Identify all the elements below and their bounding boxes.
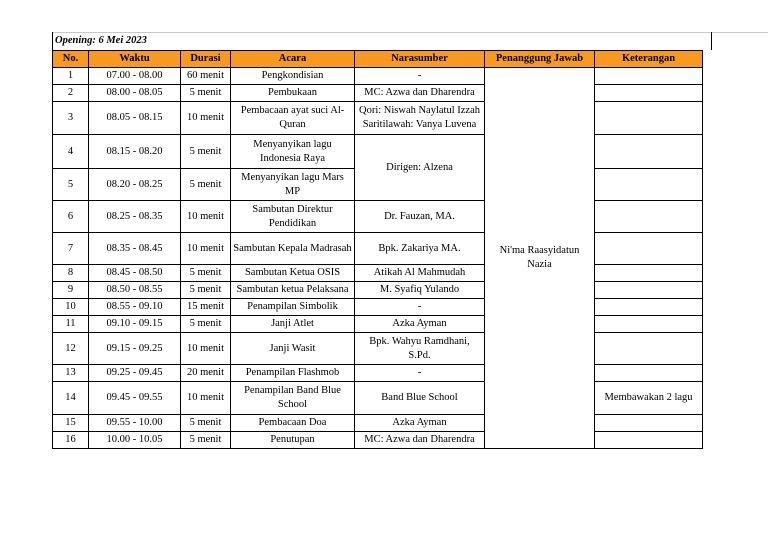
- cell-waktu: 07.00 - 08.00: [89, 68, 181, 85]
- cell-no: 11: [53, 316, 89, 333]
- cell-keterangan: [595, 102, 703, 135]
- cell-acara: Sambutan Direktur Pendidikan: [231, 201, 355, 233]
- cell-keterangan: [595, 299, 703, 316]
- cell-narasumber: -: [355, 299, 485, 316]
- cell-waktu: 09.15 - 09.25: [89, 333, 181, 365]
- cell-durasi: 5 menit: [181, 415, 231, 432]
- cell-keterangan: [595, 415, 703, 432]
- cell-narasumber: Dr. Fauzan, MA.: [355, 201, 485, 233]
- cell-durasi: 5 menit: [181, 135, 231, 169]
- cell-durasi: 10 menit: [181, 333, 231, 365]
- cell-narasumber: M. Syafiq Yulando: [355, 282, 485, 299]
- cell-narasumber: Atikah Al Mahmudah: [355, 265, 485, 282]
- cell-no: 9: [53, 282, 89, 299]
- cell-no: 5: [53, 169, 89, 201]
- cell-no: 12: [53, 333, 89, 365]
- cell-keterangan: [595, 169, 703, 201]
- cell-keterangan: [595, 282, 703, 299]
- cell-keterangan: [595, 316, 703, 333]
- cell-waktu: 08.25 - 08.35: [89, 201, 181, 233]
- cell-no: 1: [53, 68, 89, 85]
- table-row: [53, 265, 703, 282]
- cell-narasumber: -: [355, 365, 485, 382]
- cell-waktu: 08.20 - 08.25: [89, 169, 181, 201]
- cell-narasumber: Azka Ayman: [355, 415, 485, 432]
- cell-no: 4: [53, 135, 89, 169]
- cell-durasi: 10 menit: [181, 382, 231, 415]
- cell-durasi: 10 menit: [181, 201, 231, 233]
- cell-waktu: 08.15 - 08.20: [89, 135, 181, 169]
- table-row: [53, 299, 703, 316]
- cell-acara: Penampilan Simbolik: [231, 299, 355, 316]
- table-row: [53, 282, 703, 299]
- cell-keterangan: Membawakan 2 lagu: [595, 382, 703, 415]
- cell-keterangan: [595, 85, 703, 102]
- cell-durasi: 5 menit: [181, 85, 231, 102]
- cell-keterangan: [595, 265, 703, 282]
- table-row: [53, 68, 703, 85]
- cell-no: 3: [53, 102, 89, 135]
- cell-acara: Pengkondisian: [231, 68, 355, 85]
- cell-waktu: 08.00 - 08.05: [89, 85, 181, 102]
- cell-acara: Sambutan ketua Pelaksana: [231, 282, 355, 299]
- table-row: [53, 85, 703, 102]
- cell-acara: Penampilan Flashmob: [231, 365, 355, 382]
- cell-waktu: 08.55 - 09.10: [89, 299, 181, 316]
- cell-acara: Penutupan: [231, 432, 355, 449]
- cell-narasumber: Band Blue School: [355, 382, 485, 415]
- cell-no: 8: [53, 265, 89, 282]
- header-narasumber: Narasumber: [355, 51, 485, 68]
- table-row: [53, 233, 703, 265]
- table-row: [53, 135, 703, 169]
- cell-durasi: 15 menit: [181, 299, 231, 316]
- cell-acara: Penampilan Band Blue School: [231, 382, 355, 415]
- cell-no: 2: [53, 85, 89, 102]
- table-row: [53, 382, 703, 415]
- cell-keterangan: [595, 201, 703, 233]
- cell-waktu: 09.55 - 10.00: [89, 415, 181, 432]
- header-keterangan: Keterangan: [595, 51, 703, 68]
- cell-no: 16: [53, 432, 89, 449]
- cell-durasi: 5 menit: [181, 265, 231, 282]
- cell-durasi: 60 menit: [181, 68, 231, 85]
- cell-keterangan: [595, 233, 703, 265]
- cell-narasumber: Qori: Niswah Naylatul Izzah Saritilawah: Vanya Luvena: [355, 102, 485, 135]
- cell-acara: Sambutan Ketua OSIS: [231, 265, 355, 282]
- table-row: [53, 102, 703, 135]
- cell-acara: Janji Wasit: [231, 333, 355, 365]
- cell-waktu: 09.25 - 09.45: [89, 365, 181, 382]
- table-row: [53, 201, 703, 233]
- cell-acara: Pembacaan ayat suci Al-Quran: [231, 102, 355, 135]
- cell-no: 10: [53, 299, 89, 316]
- cell-waktu: 08.05 - 08.15: [89, 102, 181, 135]
- table-row: [53, 415, 703, 432]
- cell-waktu: 10.00 - 10.05: [89, 432, 181, 449]
- cell-no: 15: [53, 415, 89, 432]
- cell-durasi: 10 menit: [181, 102, 231, 135]
- cell-acara: Sambutan Kepala Madrasah: [231, 233, 355, 265]
- cell-durasi: 5 menit: [181, 282, 231, 299]
- header-durasi: Durasi: [181, 51, 231, 68]
- cell-no: 7: [53, 233, 89, 265]
- schedule-sheet: [52, 32, 712, 449]
- cell-waktu: 09.45 - 09.55: [89, 382, 181, 415]
- cell-keterangan: [595, 333, 703, 365]
- schedule-table: [52, 50, 703, 449]
- cell-keterangan: [595, 135, 703, 169]
- cell-durasi: 5 menit: [181, 169, 231, 201]
- cell-acara: Pembacaan Doa: [231, 415, 355, 432]
- table-row: [53, 365, 703, 382]
- cell-narasumber: Bpk. Zakariya MA.: [355, 233, 485, 265]
- cell-acara: Menyanyikan lagu Mars MP: [231, 169, 355, 201]
- cell-durasi: 5 menit: [181, 316, 231, 333]
- cell-no: 13: [53, 365, 89, 382]
- cell-acara: Janji Atlet: [231, 316, 355, 333]
- cell-keterangan: [595, 68, 703, 85]
- cell-durasi: 5 menit: [181, 432, 231, 449]
- cell-no: 6: [53, 201, 89, 233]
- cell-narasumber-dirigen: Dirigen: Alzena: [355, 135, 485, 201]
- header-no: No.: [53, 51, 89, 68]
- cell-narasumber: MC: Azwa dan Dharendra: [355, 432, 485, 449]
- table-row: [53, 316, 703, 333]
- cell-waktu: 08.50 - 08.55: [89, 282, 181, 299]
- cell-penanggung-jawab: Ni'ma Raasyidatun Nazia: [485, 68, 595, 449]
- header-penanggung-jawab: Penanggung Jawab: [485, 51, 595, 68]
- header-row: [53, 51, 703, 68]
- cell-waktu: 08.35 - 08.45: [89, 233, 181, 265]
- cell-waktu: 09.10 - 09.15: [89, 316, 181, 333]
- header-acara: Acara: [231, 51, 355, 68]
- header-waktu: Waktu: [89, 51, 181, 68]
- cell-keterangan: [595, 365, 703, 382]
- cell-narasumber: MC: Azwa dan Dharendra: [355, 85, 485, 102]
- opening-title: Opening: 6 Mei 2023: [52, 32, 712, 50]
- cell-durasi: 20 menit: [181, 365, 231, 382]
- table-row: [53, 432, 703, 449]
- cell-acara: Pembukaan: [231, 85, 355, 102]
- table-row: [53, 333, 703, 365]
- cell-keterangan: [595, 432, 703, 449]
- cell-acara: Menyanyikan lagu Indonesia Raya: [231, 135, 355, 169]
- cell-narasumber: Bpk. Wahyu Ramdhani, S.Pd.: [355, 333, 485, 365]
- cell-durasi: 10 menit: [181, 233, 231, 265]
- cell-waktu: 08.45 - 08.50: [89, 265, 181, 282]
- cell-no: 14: [53, 382, 89, 415]
- cell-narasumber: Azka Ayman: [355, 316, 485, 333]
- cell-narasumber: -: [355, 68, 485, 85]
